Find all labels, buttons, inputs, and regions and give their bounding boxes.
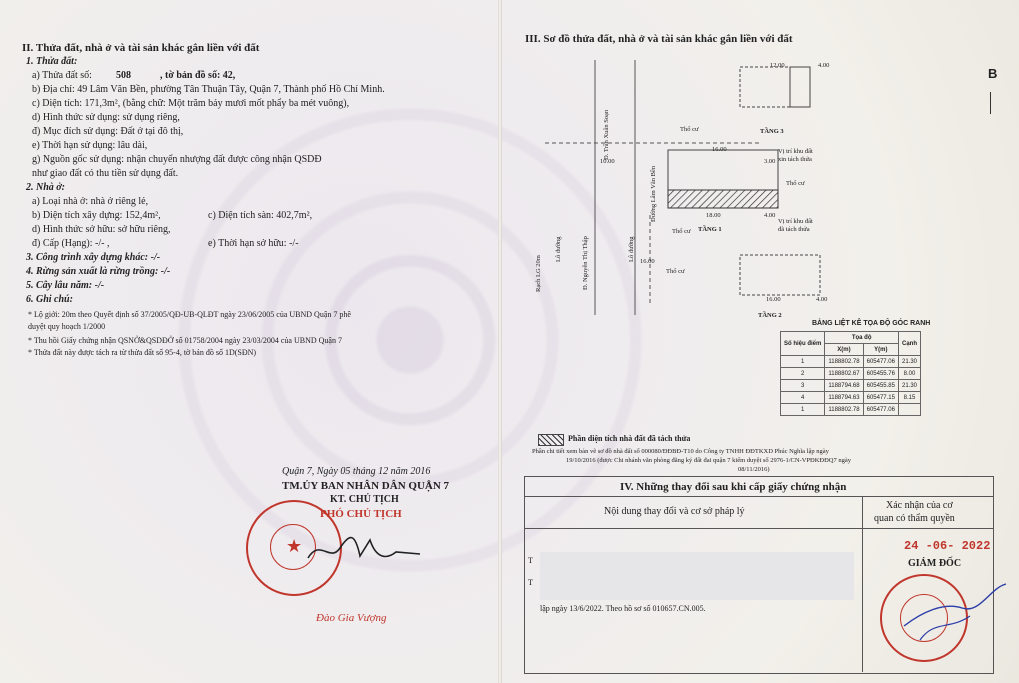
- row-letter-1: T: [528, 556, 533, 565]
- giam-doc: GIÁM ĐỐC: [908, 558, 962, 569]
- tho-cu-3: Thổ cư: [672, 228, 691, 235]
- coord-header-edge: Cạnh: [898, 332, 920, 356]
- signer-name: Đào Gia Vượng: [316, 612, 387, 624]
- item-6: 6. Ghi chú:: [26, 294, 73, 305]
- tho-cu-2: Thổ cư: [786, 180, 805, 187]
- hatch-legend-label: Phần diện tích nhà đất đã tách thửa: [568, 434, 691, 443]
- lo-duong-1: Lô đường: [555, 236, 562, 262]
- issue-date: Quận 7, Ngày 05 tháng 12 năm 2016: [282, 466, 431, 477]
- dim-4a: 4.00: [818, 62, 830, 69]
- table-row: 1 1188802.78 605477.06: [781, 404, 921, 416]
- land-a-number: 508: [116, 70, 131, 81]
- dim-4c: 4.00: [816, 296, 828, 303]
- house-e: e) Thời hạn sở hữu: -/-: [208, 238, 299, 249]
- dim-16b: 16.00: [766, 296, 781, 303]
- land-g1: g) Nguồn gốc sử dụng: nhận chuyển nhượng đất được công nhận QSDĐ: [32, 154, 322, 165]
- dim-3: 3.00: [764, 158, 776, 165]
- tho-cu-4: Thổ cư: [666, 268, 685, 275]
- dim-16c: 16.00: [640, 258, 655, 265]
- legend-split-1: Vị trí khu đất: [778, 218, 813, 225]
- dim-12: 12.00: [770, 62, 785, 69]
- house-a: a) Loại nhà ở: nhà ở riêng lẻ,: [32, 196, 149, 207]
- table-row: 3 1188794.68 605455.85 21.30: [781, 380, 921, 392]
- house-d: d) Hình thức sở hữu: sở hữu riêng,: [32, 224, 171, 235]
- coord-header-point: Số hiệu điểm: [781, 332, 825, 356]
- authority: TM.ỦY BAN NHÂN DÂN QUẬN 7: [282, 480, 450, 492]
- land-title: 1. Thửa đất:: [26, 56, 78, 67]
- dim-18: 18.00: [706, 212, 721, 219]
- margin-mark: [990, 92, 991, 114]
- street-ntt-label: Đ. Nguyễn Thị Thập: [582, 236, 589, 290]
- signature-image: [300, 518, 430, 578]
- dim-10: 10.00: [600, 158, 615, 165]
- changes-heading: IV. Những thay đổi sau khi cấp giấy chứng nhận: [620, 481, 847, 493]
- change-text: lập ngày 13/6/2022. Theo hồ sơ số 010657.CN.005.: [540, 604, 706, 613]
- table-row: 1 1188802.78 605477.06 21.30: [781, 356, 921, 368]
- house-c: c) Diện tích sàn: 402,7m²,: [208, 210, 313, 221]
- section-iii-heading: III. Sơ đồ thửa đất, nhà ở và tài sản khác gắn liền với đất: [525, 33, 793, 45]
- director-signature: [900, 580, 1010, 650]
- reference-line-1: Phần chi tiết xem bản vẽ sơ đồ nhà đất số 000080/ĐĐBĐ-T10 do Công ty TNHH ĐĐTKXD Phúc Nghĩa lập ngày: [532, 448, 829, 455]
- coord-table-title: BẢNG LIỆT KÊ TỌA ĐỘ GÓC RANH: [812, 320, 931, 327]
- note-1b: duyệt quy hoạch 1/2000: [28, 322, 106, 331]
- hatch-legend-swatch: [538, 434, 564, 446]
- changes-col-confirm-2: quan có thẩm quyền: [874, 513, 955, 524]
- changes-col-confirm-1: Xác nhận của cơ: [886, 500, 953, 511]
- legend-request-2: xin tách thửa: [778, 156, 812, 163]
- table-row: 4 1188794.63 605477.15 8.15: [781, 392, 921, 404]
- tho-cu-1: Thổ cư: [680, 126, 699, 133]
- land-e: e) Thời hạn sử dụng: lâu dài,: [32, 140, 148, 151]
- section-ii-heading: II. Thửa đất, nhà ở và tài sản khác gắn liền với đất: [22, 42, 260, 54]
- floor-2-label: TẦNG 2: [758, 312, 782, 319]
- note-1a: * Lộ giới: 20m theo Quyết định số 37/2005/QĐ-UB-QLĐT ngày 23/06/2005 của UBND Quận 7 phê: [28, 310, 351, 319]
- margin-letter-b: B: [988, 66, 998, 81]
- changes-col-content: Nội dung thay đổi và cơ sở pháp lý: [604, 506, 745, 517]
- confirm-stamp-date: 24 -06- 2022: [904, 539, 991, 553]
- legend-request-1: Vị trí khu đất: [778, 148, 813, 155]
- note-2: * Thu hồi Giấy chứng nhận QSNỞ&QSDĐỞ số 01758/2004 ngày 23/03/2004 của UBND Quận 7: [28, 336, 342, 345]
- star-icon: ★: [286, 536, 303, 556]
- floor-1-label: TẦNG 1: [698, 226, 722, 233]
- page-fold: [498, 0, 502, 683]
- land-a-map: , tờ bản đồ số: 42,: [160, 70, 236, 81]
- lo-duong-2: Lô đường: [628, 236, 635, 262]
- changes-divider-top: [524, 496, 993, 497]
- street-tx-label: Đ. Trần Xuân Soạn: [603, 109, 610, 160]
- changes-divider-header: [524, 528, 993, 529]
- dim-4b: 4.00: [764, 212, 776, 219]
- changes-column-divider: [862, 496, 863, 672]
- street-side-label: Rạch LG 20m: [535, 255, 542, 292]
- redacted-block: [540, 552, 854, 600]
- kt-chu-tich: KT. CHỦ TỊCH: [330, 494, 399, 505]
- land-b: b) Địa chỉ: 49 Lâm Văn Bền, phường Tân Thuận Tây, Quận 7, Thành phố Hồ Chí Minh.: [32, 84, 385, 95]
- floor-3-label: TẦNG 3: [760, 128, 784, 135]
- house-dd: đ) Cấp (Hạng): -/- ,: [32, 238, 110, 249]
- land-c: c) Diện tích: 171,3m², (bằng chữ: Một trăm bảy mươi mốt phẩy ba mét vuông),: [32, 98, 350, 109]
- pho-chu-tich: PHÓ CHỦ TỊCH: [320, 508, 402, 520]
- land-dd: đ) Mục đích sử dụng: Đất ở tại đô thị,: [32, 126, 184, 137]
- table-row: 2 1188802.67 605455.76 8.00: [781, 368, 921, 380]
- reference-line-3: 08/11/2016): [738, 466, 770, 473]
- reference-line-2: 19/10/2016 (được Chi nhánh văn phòng đăng ký đất đai quận 7 kiểm duyệt số 2976-1/CN-VPĐKĐĐQ7 ngày: [566, 457, 851, 464]
- dim-16a: 16.00: [712, 146, 727, 153]
- land-d: d) Hình thức sử dụng: sử dụng riêng,: [32, 112, 180, 123]
- note-3: * Thửa đất này được tách ra từ thửa đất số 95-4, tờ bản đồ số 1D(SĐN): [28, 348, 257, 357]
- land-g2: như giao đất có thu tiền sử dụng đất.: [32, 168, 179, 179]
- item-4: 4. Rừng sản xuất là rừng trồng: -/-: [26, 266, 171, 277]
- coord-header-group: Tọa độ: [825, 332, 899, 344]
- coord-header-x: X(m): [825, 344, 863, 356]
- street-main-label: Đường Lâm Văn Bền: [650, 165, 657, 222]
- coord-header-y: Y(m): [863, 344, 898, 356]
- coord-table: [780, 331, 921, 416]
- item-5: 5. Cây lâu năm: -/-: [26, 280, 105, 291]
- house-title: 2. Nhà ở:: [26, 182, 65, 193]
- house-b: b) Diện tích xây dựng: 152,4m²,: [32, 210, 161, 221]
- legend-split-2: đã tách thửa: [778, 226, 810, 233]
- item-3: 3. Công trình xây dựng khác: -/-: [26, 252, 161, 263]
- row-letter-2: T: [528, 578, 533, 587]
- land-a-label: a) Thửa đất số:: [32, 70, 92, 81]
